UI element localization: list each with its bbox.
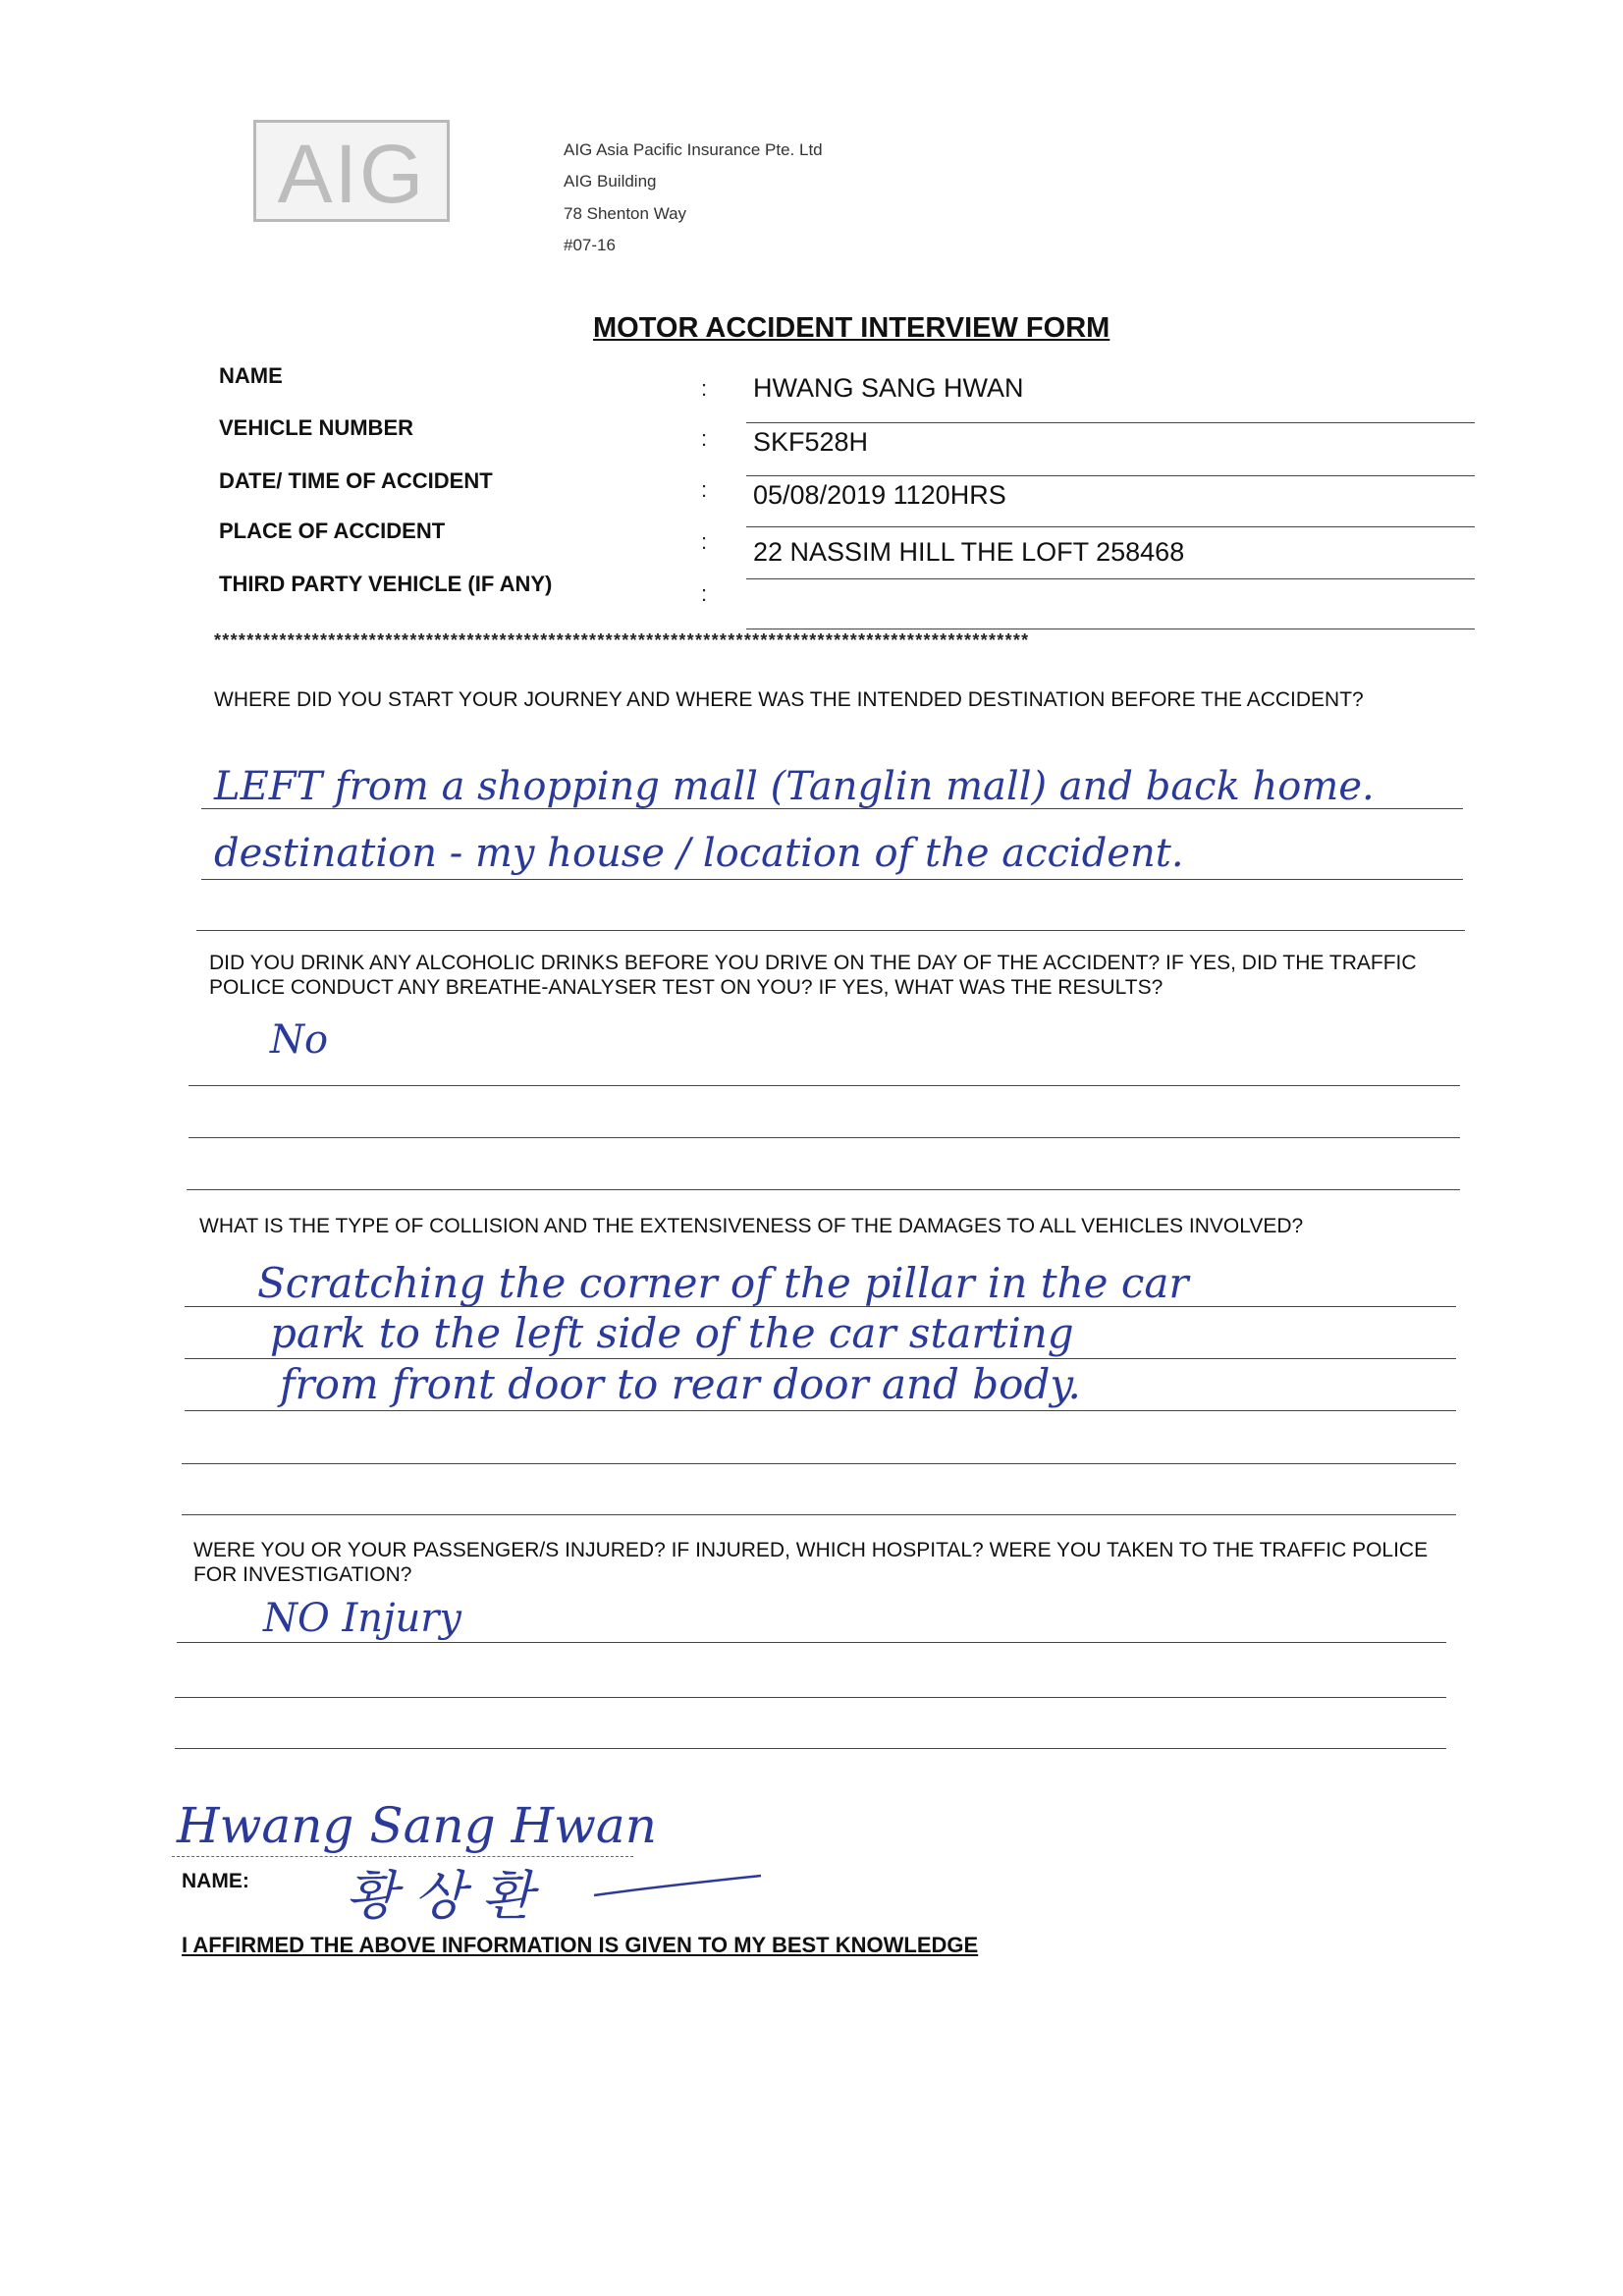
- field-label-name: NAME: [219, 363, 283, 388]
- answer-line: [187, 1189, 1460, 1190]
- answer-line: [196, 930, 1465, 931]
- answer-collision-line-2: park to the left side of the car starting: [270, 1309, 1074, 1357]
- answer-line: [182, 1463, 1456, 1464]
- company-name: AIG Asia Pacific Insurance Pte. Ltd: [564, 140, 823, 159]
- field-label-place: PLACE OF ACCIDENT: [219, 519, 446, 543]
- field-value-date-time: 05/08/2019 1120HRS: [753, 480, 1006, 510]
- field-value-vehicle-number: SKF528H: [753, 427, 869, 457]
- field-label-date-time: DATE/ TIME OF ACCIDENT: [219, 468, 493, 493]
- aig-logo-text: AIG: [277, 128, 426, 220]
- signature-korean: 황 상 환: [346, 1865, 533, 1927]
- answer-journey-line-1: LEFT from a shopping mall (Tanglin mall) and back home.: [214, 764, 1375, 809]
- field-colon: :: [701, 581, 708, 606]
- company-unit: #07-16: [564, 236, 616, 254]
- answer-collision-line-3: from front door to rear door and body.: [280, 1360, 1081, 1408]
- field-colon: :: [701, 529, 708, 554]
- answer-line: [175, 1697, 1446, 1698]
- answer-journey-line-2: destination - my house / location of the accident.: [214, 831, 1184, 876]
- signature-name: Hwang Sang Hwan: [177, 1797, 657, 1854]
- separator-stars: ****************************************************************************************************: [214, 630, 1030, 650]
- field-label-vehicle-number: VEHICLE NUMBER: [219, 415, 414, 440]
- field-colon: :: [701, 477, 708, 502]
- answer-line: [185, 1410, 1456, 1411]
- field-colon: :: [701, 376, 708, 401]
- answer-alcohol: No: [270, 1017, 329, 1063]
- answer-injury: NO Injury: [263, 1596, 461, 1641]
- company-building: AIG Building: [564, 172, 657, 191]
- name-label: NAME:: [182, 1870, 249, 1892]
- field-value-name: HWANG SANG HWAN: [753, 373, 1024, 403]
- field-line: [746, 422, 1475, 423]
- aig-logo: [253, 120, 450, 222]
- field-colon: :: [701, 426, 708, 451]
- answer-line: [189, 1085, 1460, 1086]
- field-line: [746, 475, 1475, 476]
- field-line: [746, 526, 1475, 527]
- signature-flourish: [589, 1871, 766, 1900]
- answer-line: [182, 1514, 1456, 1515]
- answer-line: [201, 879, 1463, 880]
- company-street: 78 Shenton Way: [564, 204, 687, 223]
- answer-line: [185, 1306, 1456, 1307]
- question-alcohol: DID YOU DRINK ANY ALCOHOLIC DRINKS BEFORE YOU DRIVE ON THE DAY OF THE ACCIDENT? IF YES, DID THE TRAFFIC POLICE CONDUCT ANY BREATHE-ANALYSER TEST ON YOU? IF YES, WHAT WAS THE RESULTS?: [209, 952, 1417, 999]
- question-injury: WERE YOU OR YOUR PASSENGER/S INJURED? IF INJURED, WHICH HOSPITAL? WERE YOU TAKEN TO THE TRAFFIC POLICE FOR INVESTIGATION?: [193, 1539, 1429, 1586]
- question-collision: WHAT IS THE TYPE OF COLLISION AND THE EXTENSIVENESS OF THE DAMAGES TO ALL VEHICLES INVOLVED?: [199, 1215, 1304, 1237]
- question-journey: WHERE DID YOU START YOUR JOURNEY AND WHERE WAS THE INTENDED DESTINATION BEFORE THE ACCIDENT?: [214, 688, 1364, 711]
- form-title: MOTOR ACCIDENT INTERVIEW FORM: [593, 312, 1110, 344]
- answer-line: [189, 1137, 1460, 1138]
- field-value-place: 22 NASSIM HILL THE LOFT 258468: [753, 537, 1185, 567]
- field-label-third-party: THIRD PARTY VEHICLE (IF ANY): [219, 572, 553, 596]
- answer-line: [185, 1358, 1456, 1359]
- answer-collision-line-1: Scratching the corner of the pillar in the car: [257, 1259, 1189, 1307]
- answer-line: [175, 1748, 1446, 1749]
- field-line: [746, 578, 1475, 579]
- answer-line: [201, 808, 1463, 809]
- affirmation-text: I AFFIRMED THE ABOVE INFORMATION IS GIVEN TO MY BEST KNOWLEDGE: [182, 1933, 979, 1957]
- answer-line: [177, 1642, 1446, 1643]
